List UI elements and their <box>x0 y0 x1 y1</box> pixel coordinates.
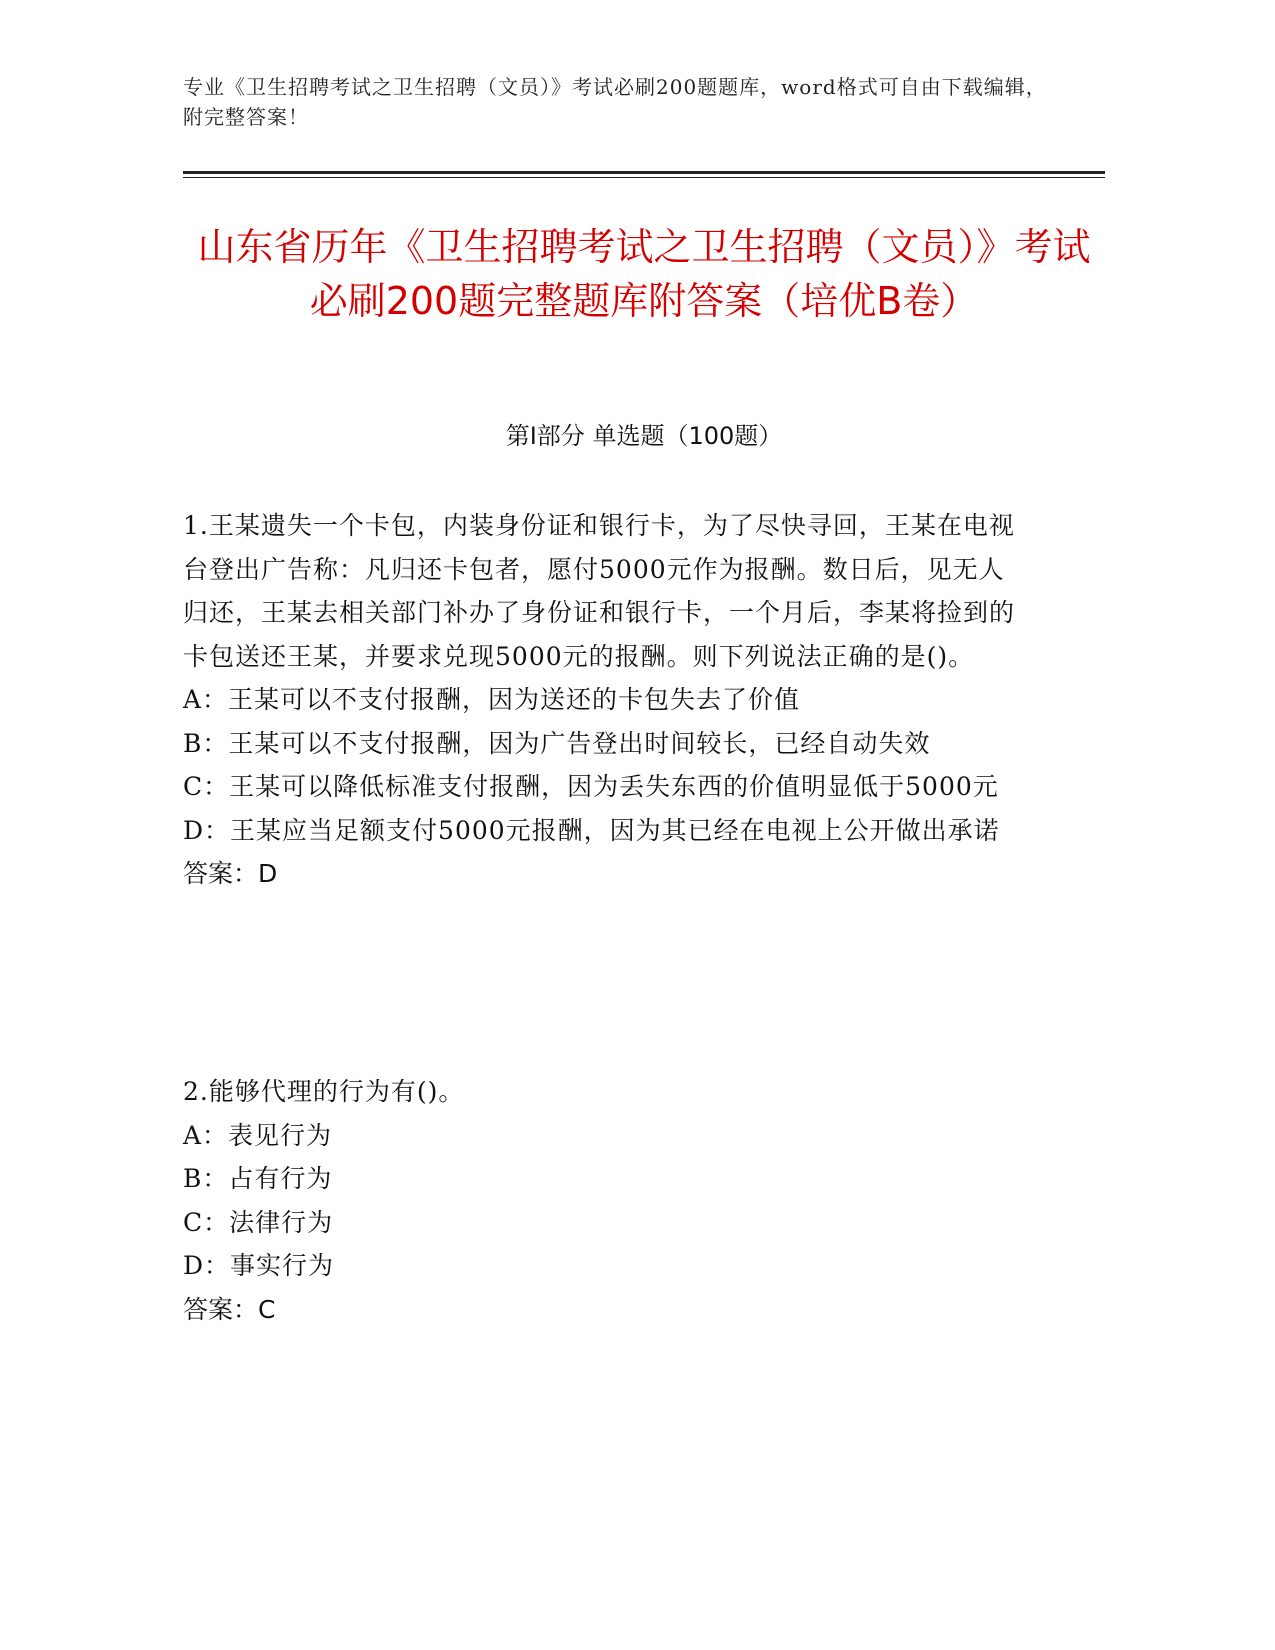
header-divider-thick <box>183 171 1105 174</box>
option-a: A：表见行为 <box>183 1120 333 1150</box>
document-title: 山东省历年《卫生招聘考试之卫生招聘（文员）》考试必刷200题完整题库附答案（培优B卷） <box>197 225 1091 323</box>
question-item <box>183 1070 1028 1331</box>
question-stem: 1.王某遗失一个卡包，内装身份证和银行卡，为了尽快寻回，王某在电视台登出广告称：凡归还卡包者，愿付5000元作为报酬。数日后，见无人归还，王某去相关部门补办了身份证和银行卡，一个月后，李某将捡到的卡包送还王某，并要求兑现5000元的报酬。则下列说法正确的是()。 <box>183 511 1016 671</box>
option-d: D：王某应当足额支付5000元报酬，因为其已经在电视上公开做出承诺 <box>183 815 1000 845</box>
option-b: B：占有行为 <box>183 1164 333 1193</box>
header-note: 专业《卫生招聘考试之卫生招聘（文员）》考试必刷200题题库，word格式可自由下载编辑，附完整答案！ <box>183 75 1047 129</box>
header-divider-thin <box>183 177 1105 178</box>
option-a: A：王某可以不支付报酬，因为送还的卡包失去了价值 <box>183 685 801 714</box>
option-c: C：王某可以降低标准支付报酬，因为丢失东西的价值明显低于5000元 <box>183 772 999 801</box>
option-c: C：法律行为 <box>183 1207 334 1237</box>
answer-line: 答案：C <box>183 1294 276 1324</box>
question-item <box>183 504 1028 896</box>
section-title: 第I部分 单选题（100题） <box>505 422 783 450</box>
answer-line: 答案：D <box>183 859 278 888</box>
option-d: D：事实行为 <box>183 1251 335 1280</box>
question-stem: 2.能够代理的行为有()。 <box>183 1077 465 1106</box>
option-b: B：王某可以不支付报酬，因为广告登出时间较长，已经自动失效 <box>183 728 931 758</box>
